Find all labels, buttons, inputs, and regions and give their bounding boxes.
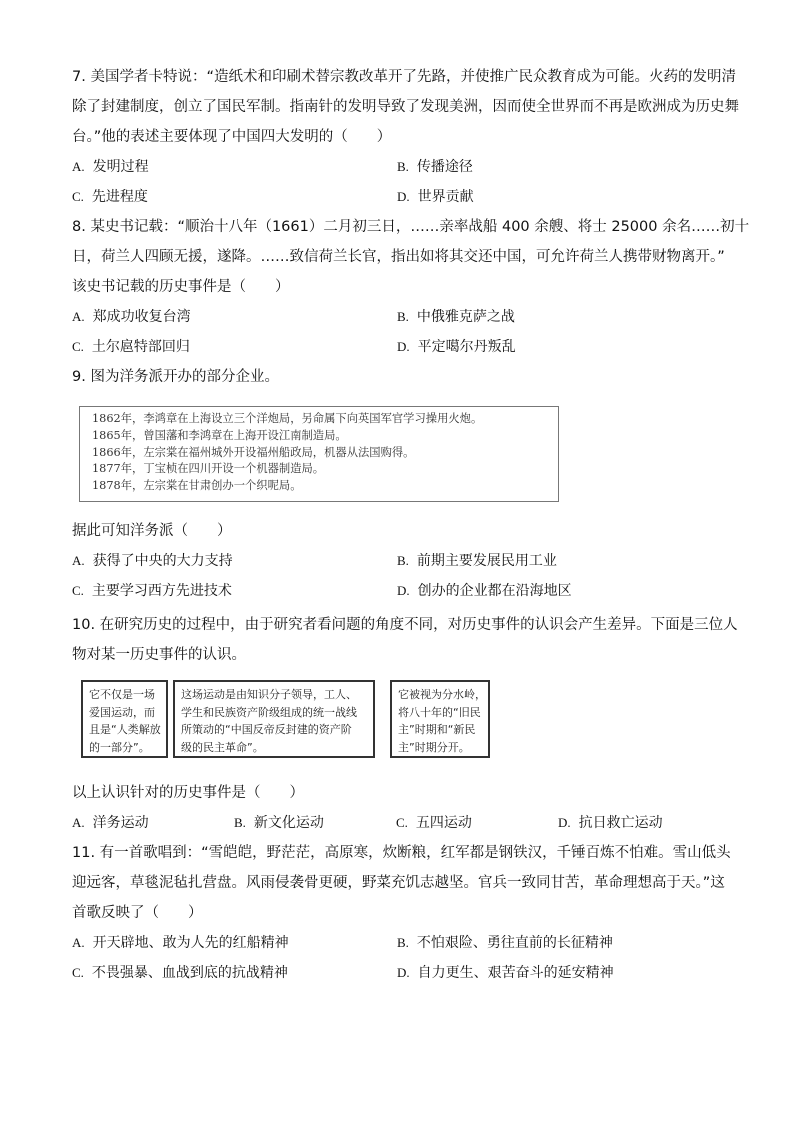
option-text: 不畏强暴、血战到底的抗战精神 — [91, 964, 288, 981]
viewpoint-line: 它不仅是一场 — [89, 687, 155, 701]
option-text: 前期主要发展民用工业 — [416, 552, 557, 569]
viewpoint-line: 主”时期和“新民 — [398, 723, 476, 737]
question-8-option-d[interactable] — [397, 332, 722, 362]
question-11-line-1: 11. 有一首歌唱到：“雪皑皑，野茫茫，高原寒，炊断粮，红军都是钢铁汉，千锤百炼不怕难。雪山低头 — [72, 844, 731, 861]
option-letter: C. — [72, 964, 84, 980]
question-8-line-2: 日，荷兰人四顾无援，遂降。……致信荷兰长官，指出如将其交还中国，可允许荷兰人携带财物离开。” — [72, 249, 725, 265]
option-letter: D. — [397, 964, 410, 980]
option-text: 平定噶尔丹叛乱 — [417, 339, 516, 355]
viewpoint-box-1 — [81, 680, 168, 758]
source-line: 1865年，曾国藩和李鸿章在上海开设江南制造局。 — [92, 428, 347, 442]
option-text: 先进程度 — [91, 189, 148, 205]
question-10-options — [72, 808, 722, 838]
question-10-stem: 以上认识针对的历史事件是（ ） — [72, 784, 304, 801]
option-text: 五四运动 — [415, 814, 472, 831]
option-text: 土尔扈特部回归 — [91, 339, 190, 355]
question-8-option-a[interactable] — [72, 302, 397, 332]
option-letter: C. — [396, 814, 408, 830]
source-line: 1878年，左宗棠在甘肃创办一个织呢局。 — [92, 479, 302, 493]
question-9 — [72, 362, 722, 606]
question-8-option-c[interactable] — [72, 332, 397, 362]
question-10-option-c[interactable] — [396, 808, 558, 838]
viewpoint-line: 主”时期分开。 — [398, 740, 470, 754]
option-text: 发明过程 — [92, 159, 149, 175]
option-letter: A. — [72, 934, 85, 950]
question-9-stem: 据此可知洋务派（ ） — [72, 522, 232, 539]
option-text: 自力更生、艰苦奋斗的延安精神 — [417, 964, 614, 981]
question-9-intro: 9. 图为洋务派开办的部分企业。 — [72, 369, 279, 385]
option-letter: D. — [397, 189, 410, 204]
source-line: 1866年，左宗棠在福州城外开设福州船政局，机器从法国购得。 — [92, 445, 415, 459]
question-8-option-b[interactable] — [397, 302, 722, 332]
viewpoint-line: 这场运动是由知识分子领导，工人、 — [181, 687, 357, 701]
question-10-option-a[interactable] — [72, 808, 234, 838]
viewpoint-box-3 — [390, 680, 490, 758]
source-material-box — [79, 406, 559, 502]
option-letter: C. — [72, 189, 84, 204]
option-letter: B. — [234, 814, 246, 830]
question-7-option-b[interactable] — [397, 152, 722, 182]
question-7-option-c[interactable] — [72, 182, 397, 212]
question-8-line-3: 该史书记载的历史事件是（ ） — [72, 279, 290, 295]
viewpoint-line: 它被视为分水岭， — [398, 687, 486, 701]
question-10-option-d[interactable] — [558, 808, 720, 838]
question-9-option-c[interactable] — [72, 576, 397, 606]
option-letter: A. — [72, 552, 85, 568]
question-9-options — [72, 546, 722, 606]
question-11-options — [72, 928, 722, 988]
question-7-line-3: 台。”他的表述主要体现了中国四大发明的（ ） — [72, 129, 392, 145]
question-10-option-b[interactable] — [234, 808, 396, 838]
option-text: 传播途径 — [416, 159, 473, 175]
option-letter: A. — [72, 159, 85, 174]
option-text: 创办的企业都在沿海地区 — [417, 582, 572, 599]
question-7-line-1: 7. 美国学者卡特说：“造纸术和印刷术替宗教改革开了先路，并使推广民众教育成为可能。火药的发明清 — [72, 69, 736, 85]
viewpoint-line: 的一部分”。 — [89, 740, 150, 754]
viewpoint-line: 所策动的“中国反帝反封建的资产阶 — [181, 723, 352, 737]
option-letter: D. — [558, 814, 571, 830]
question-9-option-d[interactable] — [397, 576, 722, 606]
option-letter: C. — [72, 339, 84, 354]
option-text: 郑成功收复台湾 — [92, 309, 191, 325]
exam-page — [72, 62, 750, 988]
option-text: 世界贡献 — [417, 189, 474, 205]
option-letter: B. — [397, 552, 409, 568]
option-letter: B. — [397, 159, 409, 174]
question-9-option-b[interactable] — [397, 546, 722, 576]
option-letter: A. — [72, 814, 85, 830]
source-line: 1877年，丁宝桢在四川开设一个机器制造局。 — [92, 462, 325, 476]
option-letter: B. — [397, 934, 409, 950]
option-text: 中俄雅克萨之战 — [416, 309, 515, 325]
question-7-options — [72, 152, 722, 212]
question-11-option-a[interactable] — [72, 928, 397, 958]
question-10 — [72, 610, 738, 838]
question-9-option-a[interactable] — [72, 546, 397, 576]
option-letter: D. — [397, 339, 410, 354]
question-8-options — [72, 302, 722, 362]
question-8-line-1: 8. 某史书记载：“顺治十八年（1661）二月初三日，……亲率战船 400 余艘、将士 25000 余名……初十 — [72, 219, 750, 235]
viewpoint-line: 将八十年的“旧民 — [398, 705, 481, 719]
question-7-line-2: 除了封建制度，创立了国民军制。指南针的发明导致了发现美洲，因而使全世界而不再是欧洲成为历史舞 — [72, 99, 739, 115]
option-text: 抗日救亡运动 — [578, 814, 663, 831]
option-text: 新文化运动 — [253, 814, 324, 831]
option-text: 开天辟地、敢为人先的红船精神 — [92, 934, 289, 951]
viewpoint-line: 学生和民族资产阶级组成的统一战线 — [181, 705, 357, 719]
question-10-line-1: 10. 在研究历史的过程中，由于研究者看问题的角度不同，对历史事件的认识会产生差异。下面是三位人 — [72, 616, 738, 633]
viewpoint-boxes — [72, 680, 722, 770]
viewpoint-line: 爱国运动，而 — [89, 705, 155, 719]
option-letter: B. — [397, 309, 409, 324]
viewpoint-line: 且是“人类解放 — [89, 723, 161, 737]
question-10-line-2: 物对某一历史事件的认识。 — [72, 646, 246, 663]
question-7-option-a[interactable] — [72, 152, 397, 182]
option-letter: A. — [72, 309, 85, 324]
question-11-line-3: 首歌反映了（ ） — [72, 904, 203, 921]
question-11-option-b[interactable] — [397, 928, 722, 958]
question-7 — [72, 62, 739, 212]
question-11-line-2: 迎远客，草毯泥毡扎营盘。风雨侵袭骨更硬，野菜充饥志越坚。官兵一致同甘苦，革命理想高于天。”这 — [72, 874, 725, 891]
option-text: 不怕艰险、勇往直前的长征精神 — [416, 934, 613, 951]
viewpoint-line: 级的民主革命”。 — [181, 740, 264, 754]
viewpoint-box-2 — [173, 680, 375, 758]
option-text: 获得了中央的大力支持 — [92, 552, 233, 569]
option-letter: D. — [397, 582, 410, 598]
source-line: 1862年，李鸿章在上海设立三个洋炮局，另命属下向英国军官学习操用火炮。 — [92, 412, 483, 425]
option-letter: C. — [72, 582, 84, 598]
option-text: 主要学习西方先进技术 — [91, 582, 232, 599]
question-8 — [72, 212, 750, 362]
question-11-option-c[interactable] — [72, 958, 397, 988]
question-7-option-d[interactable] — [397, 182, 722, 212]
option-text: 洋务运动 — [92, 814, 149, 831]
question-11-option-d[interactable] — [397, 958, 722, 988]
question-11 — [72, 838, 731, 988]
